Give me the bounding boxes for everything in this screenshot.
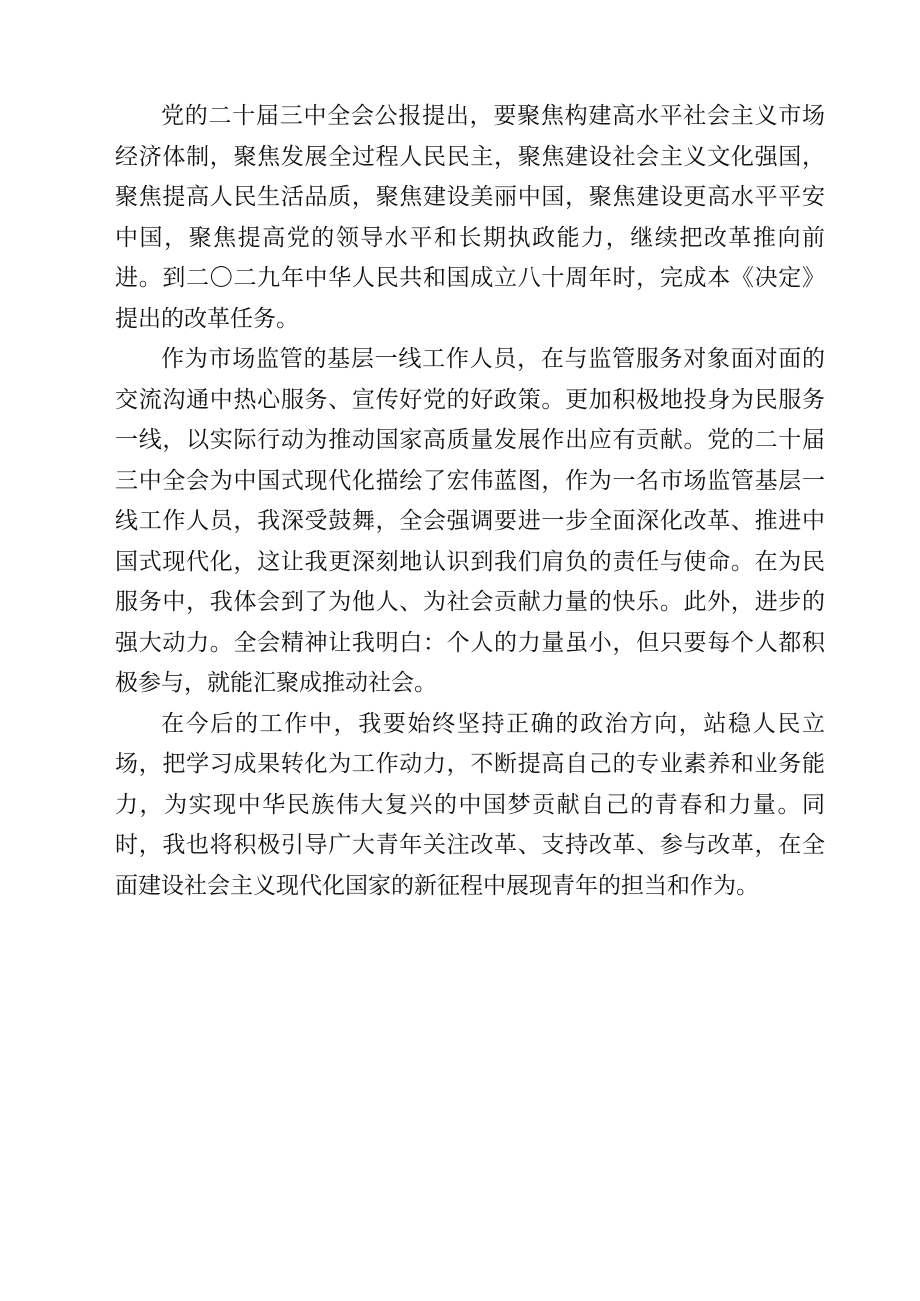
document-body bbox=[115, 96, 825, 906]
paragraph-2: 作为市场监管的基层一线工作人员，在与监管服务对象面对面的交流沟通中热心服务、宣传好党的好政策。更加积极地投身为民服务一线，以实际行动为推动国家高质量发展作出应有贡献。党的二十届三中全会为中国式现代化描绘了宏伟蓝图，作为一名市场监管基层一线工作人员，我深受鼓舞，全会强调要进一步全面深化改革、推进中国式现代化，这让我更深刻地认识到我们肩负的责任与使命。在为民服务中，我体会到了为他人、为社会贡献力量的快乐。此外，进步的强大动力。全会精神让我明白：个人的力量虽小，但只要每个人都积极参与，就能汇聚成推动社会。 bbox=[115, 346, 825, 696]
paragraph-1: 党的二十届三中全会公报提出，要聚焦构建高水平社会主义市场经济体制，聚焦发展全过程人民民主，聚焦建设社会主义文化强国，聚焦提高人民生活品质，聚焦建设美丽中国，聚焦建设更高水平平安中国，聚焦提高党的领导水平和长期执政能力，继续把改革推向前进。到二〇二九年中华人民共和国成立八十周年时，完成本《决定》提出的改革任务。 bbox=[115, 103, 825, 332]
paragraph-3: 在今后的工作中，我要始终坚持正确的政治方向，站稳人民立场，把学习成果转化为工作动力，不断提高自己的专业素养和业务能力，为实现中华民族伟大复兴的中国梦贡献自己的青春和力量。同时，我也将积极引导广大青年关注改革、支持改革、参与改革，在全面建设社会主义现代化国家的新征程中展现青年的担当和作为。 bbox=[115, 710, 825, 899]
